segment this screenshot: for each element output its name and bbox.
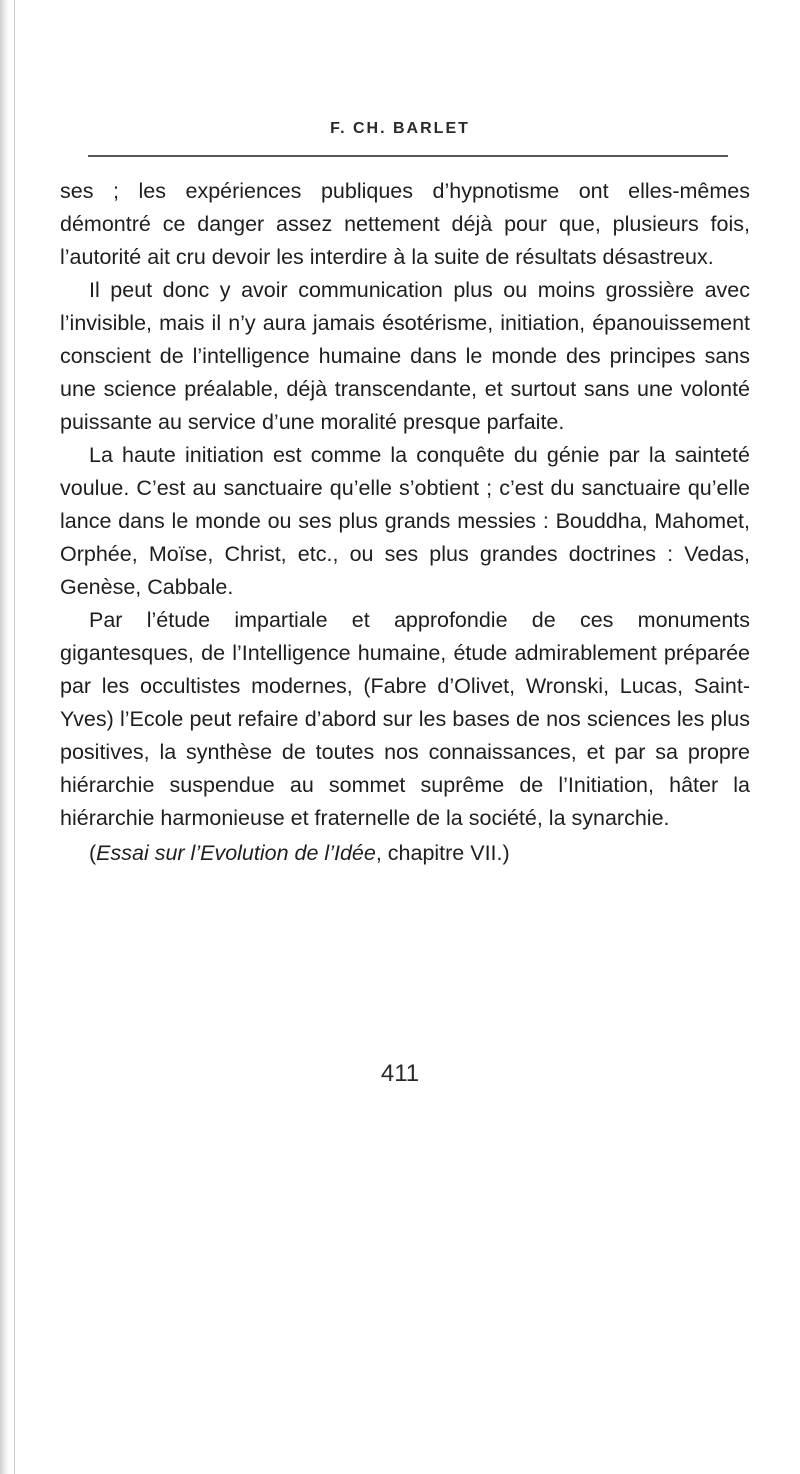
source-citation (60, 837, 750, 870)
page-edge-shadow (0, 0, 10, 1474)
page-edge-line (14, 0, 15, 1474)
paragraph-4: Par l’étude impartiale et approfondie de ces monuments gigantesques, de l’Intelligence humaine, étude admirablement préparée par les occultistes modernes, (Fabre d’Olivet, Wronski, Lucas, Saint-Yves) l’Ecole peut refaire d’abord sur les bases de nos sciences les plus positives, la synthèse de toutes nos connaissances, et par sa propre hiérarchie suspendue au sommet suprême de l’Initiation, hâter la hiérarchie harmonieuse et fraternelle de la société, la synarchie. (60, 608, 750, 830)
citation-open: ( (89, 841, 97, 865)
paragraph-2: Il peut donc y avoir communication plus ou moins grossière avec l’invisible, mais il n’y aura jamais ésotérisme, initiation, épanouissement conscient de l’intelligence humaine dans le monde des principes sans une science préalable, déjà transcendante, et surtout sans une volonté puissante au service d’une moralité presque parfaite. (60, 278, 750, 434)
citation-rest: , chapitre VII.) (375, 841, 510, 865)
page-number: 411 (380, 1060, 420, 1087)
running-head: F. CH. BARLET (330, 120, 470, 137)
paragraph-1: ses ; les expériences publiques d’hypnotisme ont elles-mêmes démontré ce danger assez nettement déjà pour que, plusieurs fois, l’autorité ait cru devoir les interdire à la suite de résultats désastreux. (60, 179, 750, 269)
header-rule (88, 155, 728, 157)
citation-title: Essai sur l’Evolution de l’Idée (96, 841, 376, 865)
body-text (60, 175, 750, 835)
paragraph-3: La haute initiation est comme la conquête du génie par la sainteté voulue. C’est au sanctuaire qu’elle s’obtient ; c’est du sanctuaire qu’elle lance dans le monde ou ses plus grands messies : Bouddha, Mahomet, Orphée, Moïse, Christ, etc., ou ses plus grandes doctrines : Vedas, Genèse, Cabbale. (60, 443, 750, 599)
